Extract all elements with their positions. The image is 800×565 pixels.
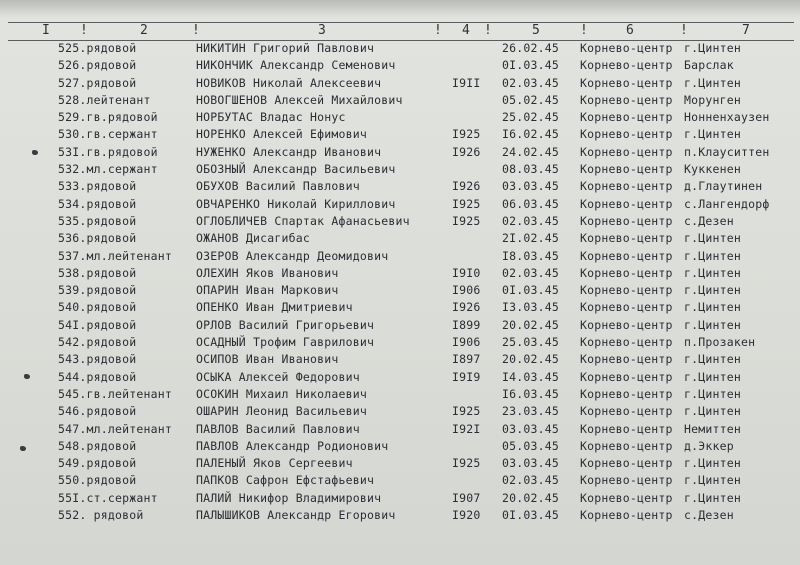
cell-location: Немиттен <box>684 421 741 436</box>
ink-mark <box>24 374 30 379</box>
cell-location: Куккенен <box>684 162 741 177</box>
cell-place: Корнево-центр <box>580 369 673 384</box>
cell-name: ПАВЛОВ Александр Родионович <box>196 438 389 453</box>
cell-rank: 53I.гв.рядовой <box>58 144 158 159</box>
cell-rank: 540.рядовой <box>58 300 137 315</box>
cell-date: 03.03.45 <box>502 179 559 194</box>
cell-date: 23.03.45 <box>502 404 559 419</box>
table-row <box>0 386 800 403</box>
cell-rank: 533.рядовой <box>58 179 137 194</box>
ink-mark <box>20 446 26 451</box>
table-row <box>0 40 800 57</box>
cell-date: I8.03.45 <box>502 248 559 263</box>
table-body <box>0 40 800 524</box>
table-row <box>0 507 800 524</box>
cell-rank: 529.гв.рядовой <box>58 110 158 125</box>
cell-year: I925 <box>452 213 481 228</box>
cell-name: ОБУХОВ Василий Павлович <box>196 179 360 194</box>
cell-location: г.Цинтен <box>684 127 741 142</box>
header-col-2: 2 <box>140 23 148 38</box>
cell-year: I92I <box>452 421 481 436</box>
cell-rank: 528.лейтенант <box>58 92 151 107</box>
cell-place: Корнево-центр <box>580 162 673 177</box>
cell-name: ОГЛОБЛИЧЕВ Спартак Афанасьевич <box>196 213 410 228</box>
cell-place: Корнево-центр <box>580 144 673 159</box>
cell-name: ОЛЕХИН Яков Иванович <box>196 265 339 280</box>
cell-date: 08.03.45 <box>502 162 559 177</box>
cell-location: г.Цинтен <box>684 404 741 419</box>
table-row <box>0 75 800 92</box>
header-sep-3: ! <box>434 23 442 38</box>
header-sep-6: ! <box>680 23 688 38</box>
cell-location: г.Цинтен <box>684 352 741 367</box>
cell-year: I907 <box>452 490 481 505</box>
cell-place: Корнево-центр <box>580 75 673 90</box>
cell-place: Корнево-центр <box>580 473 673 488</box>
ink-mark <box>32 150 38 155</box>
table-row <box>0 265 800 282</box>
table-row <box>0 196 800 213</box>
cell-date: 26.02.45 <box>502 41 559 55</box>
cell-year: I925 <box>452 456 481 471</box>
cell-date: I6.03.45 <box>502 386 559 401</box>
table-row <box>0 438 800 455</box>
cell-place: Корнево-центр <box>580 404 673 419</box>
cell-place: Корнево-центр <box>580 283 673 298</box>
cell-name: НОВОГШЕНОВ Алексей Михайлович <box>196 92 403 107</box>
table-row <box>0 144 800 161</box>
table-row <box>0 334 800 351</box>
cell-year: I926 <box>452 179 481 194</box>
cell-year: I906 <box>452 335 481 350</box>
cell-place: Корнево-центр <box>580 300 673 315</box>
cell-place: Корнево-центр <box>580 127 673 142</box>
cell-place: Корнево-центр <box>580 386 673 401</box>
table-row <box>0 92 800 109</box>
cell-year: I926 <box>452 144 481 159</box>
cell-rank: 539.рядовой <box>58 283 137 298</box>
header-rule-top <box>8 22 794 23</box>
cell-rank: 548.рядовой <box>58 438 137 453</box>
cell-date: 20.02.45 <box>502 490 559 505</box>
cell-rank: 535.рядовой <box>58 213 137 228</box>
cell-location: Морунген <box>684 92 741 107</box>
cell-date: I4.03.45 <box>502 369 559 384</box>
cell-rank: 545.гв.лейтенант <box>58 386 172 401</box>
cell-rank: 525.рядовой <box>58 41 137 55</box>
cell-place: Корнево-центр <box>580 352 673 367</box>
table-header <box>0 20 800 42</box>
cell-date: 05.02.45 <box>502 92 559 107</box>
cell-name: ПАЛЕНЫЙ Яков Сергеевич <box>196 456 353 471</box>
cell-year: I9I0 <box>452 265 481 280</box>
cell-place: Корнево-центр <box>580 490 673 505</box>
cell-place: Корнево-центр <box>580 317 673 332</box>
cell-date: 0I.03.45 <box>502 508 559 523</box>
cell-rank: 549.рядовой <box>58 456 137 471</box>
cell-place: Корнево-центр <box>580 179 673 194</box>
cell-year: I920 <box>452 508 481 523</box>
cell-rank: 530.гв.сержант <box>58 127 158 142</box>
table-row <box>0 317 800 334</box>
table-row <box>0 178 800 195</box>
cell-year: I9I9 <box>452 369 481 384</box>
cell-name: ОВЧАРЕНКО Николай Кириллович <box>196 196 396 211</box>
table-row <box>0 299 800 316</box>
cell-date: 05.03.45 <box>502 438 559 453</box>
header-sep-4: ! <box>484 23 492 38</box>
cell-rank: 55I.ст.сержант <box>58 490 158 505</box>
cell-date: 25.03.45 <box>502 335 559 350</box>
cell-name: ОПЕНКО Иван Дмитриевич <box>196 300 353 315</box>
cell-location: с.Лангендорф <box>684 196 770 211</box>
cell-date: 20.02.45 <box>502 317 559 332</box>
cell-location: Нонненхаузен <box>684 110 770 125</box>
scan-shadow <box>0 0 800 18</box>
cell-date: 02.03.45 <box>502 473 559 488</box>
table-row <box>0 421 800 438</box>
cell-name: НУЖЕНКО Александр Иванович <box>196 144 382 159</box>
table-row <box>0 403 800 420</box>
cell-name: ОСИПОВ Иван Иванович <box>196 352 339 367</box>
cell-rank: 552. рядовой <box>58 508 144 523</box>
cell-name: ОСЫКА Алексей Федорович <box>196 369 360 384</box>
cell-place: Корнево-центр <box>580 110 673 125</box>
cell-location: г.Цинтен <box>684 317 741 332</box>
cell-name: ПАПКОВ Сафрон Ефстафьевич <box>196 473 375 488</box>
table-row <box>0 472 800 489</box>
cell-name: ПАЛИЙ Никифор Владимирович <box>196 490 382 505</box>
table-row <box>0 455 800 472</box>
cell-rank: 527.рядовой <box>58 75 137 90</box>
cell-place: Корнево-центр <box>580 421 673 436</box>
cell-location: г.Цинтен <box>684 386 741 401</box>
cell-location: г.Цинтен <box>684 41 741 55</box>
cell-year: I926 <box>452 300 481 315</box>
cell-date: 0I.03.45 <box>502 58 559 73</box>
cell-year: I9II <box>452 75 481 90</box>
cell-location: г.Цинтен <box>684 75 741 90</box>
cell-date: 25.02.45 <box>502 110 559 125</box>
cell-year: I925 <box>452 404 481 419</box>
cell-rank: 546.рядовой <box>58 404 137 419</box>
cell-name: ОЗЕРОВ Александр Деомидович <box>196 248 389 263</box>
header-col-4: 4 <box>462 23 470 38</box>
cell-place: Корнево-центр <box>580 508 673 523</box>
cell-rank: 544.рядовой <box>58 369 137 384</box>
cell-name: ПАВЛОВ Василий Павлович <box>196 421 360 436</box>
table-row <box>0 282 800 299</box>
cell-date: I6.02.45 <box>502 127 559 142</box>
cell-place: Корнево-центр <box>580 335 673 350</box>
cell-location: г.Цинтен <box>684 265 741 280</box>
cell-name: НИКИТИН Григорий Павлович <box>196 41 375 55</box>
header-sep-1: ! <box>80 23 88 38</box>
table-row <box>0 126 800 143</box>
cell-year: I897 <box>452 352 481 367</box>
table-row <box>0 213 800 230</box>
cell-date: 02.03.45 <box>502 265 559 280</box>
cell-rank: 526.рядовой <box>58 58 137 73</box>
cell-rank: 538.рядовой <box>58 265 137 280</box>
cell-rank: 542.рядовой <box>58 335 137 350</box>
cell-name: НОВИКОВ Николай Алексеевич <box>196 75 382 90</box>
cell-date: 03.03.45 <box>502 456 559 471</box>
cell-rank: 547.мл.лейтенант <box>58 421 172 436</box>
cell-location: Барслак <box>684 58 734 73</box>
cell-date: 0I.03.45 <box>502 283 559 298</box>
cell-date: 06.03.45 <box>502 196 559 211</box>
cell-place: Корнево-центр <box>580 41 673 55</box>
cell-rank: 537.мл.лейтенант <box>58 248 172 263</box>
cell-location: д.Глаутинен <box>684 179 763 194</box>
cell-name: НИКОНЧИК Александр Семенович <box>196 58 396 73</box>
table-row <box>0 369 800 386</box>
cell-place: Корнево-центр <box>580 231 673 246</box>
cell-date: 20.02.45 <box>502 352 559 367</box>
cell-name: ОПАРИН Иван Маркович <box>196 283 339 298</box>
table-row <box>0 248 800 265</box>
cell-location: г.Цинтен <box>684 300 741 315</box>
table-row <box>0 490 800 507</box>
cell-location: с.Дезен <box>684 213 734 228</box>
cell-place: Корнево-центр <box>580 58 673 73</box>
cell-date: 03.03.45 <box>502 421 559 436</box>
cell-location: г.Цинтен <box>684 473 741 488</box>
cell-name: НОРБУТАС Владас Нонус <box>196 110 346 125</box>
cell-rank: 54I.рядовой <box>58 317 137 332</box>
cell-place: Корнево-центр <box>580 265 673 280</box>
cell-place: Корнево-центр <box>580 196 673 211</box>
cell-date: 02.03.45 <box>502 75 559 90</box>
header-col-3: 3 <box>318 23 326 38</box>
table-row <box>0 230 800 247</box>
table-row <box>0 351 800 368</box>
cell-location: г.Цинтен <box>684 283 741 298</box>
cell-name: ОРЛОВ Василий Григорьевич <box>196 317 375 332</box>
cell-location: д.Эккер <box>684 438 734 453</box>
cell-place: Корнево-центр <box>580 213 673 228</box>
cell-name: ОСАДНЫЙ Трофим Гаврилович <box>196 335 375 350</box>
cell-year: I925 <box>452 127 481 142</box>
cell-location: г.Цинтен <box>684 369 741 384</box>
header-sep-2: ! <box>192 23 200 38</box>
cell-name: ОШАРИН Леонид Васильевич <box>196 404 367 419</box>
cell-location: с.Дезен <box>684 508 734 523</box>
header-col-5: 5 <box>532 23 540 38</box>
header-col-1: I <box>42 23 50 38</box>
header-sep-5: ! <box>580 23 588 38</box>
cell-rank: 543.рядовой <box>58 352 137 367</box>
cell-rank: 532.мл.сержант <box>58 162 158 177</box>
cell-location: г.Цинтен <box>684 248 741 263</box>
cell-rank: 550.рядовой <box>58 473 137 488</box>
cell-location: г.Цинтен <box>684 231 741 246</box>
cell-name: ОСОКИН Михаил Николаевич <box>196 386 367 401</box>
cell-location: п.Клауситтен <box>684 144 770 159</box>
header-col-7: 7 <box>742 23 750 38</box>
cell-location: п.Прозакен <box>684 335 756 350</box>
cell-date: 02.03.45 <box>502 213 559 228</box>
cell-name: ОБОЗНЫЙ Александр Васильевич <box>196 162 396 177</box>
cell-location: г.Цинтен <box>684 490 741 505</box>
table-row <box>0 161 800 178</box>
cell-place: Корнево-центр <box>580 456 673 471</box>
cell-name: НОРЕНКО Алексей Ефимович <box>196 127 367 142</box>
cell-year: I925 <box>452 196 481 211</box>
cell-year: I899 <box>452 317 481 332</box>
header-col-6: 6 <box>626 23 634 38</box>
cell-place: Корнево-центр <box>580 248 673 263</box>
cell-date: 24.02.45 <box>502 144 559 159</box>
cell-place: Корнево-центр <box>580 438 673 453</box>
table-row <box>0 57 800 74</box>
cell-place: Корнево-центр <box>580 92 673 107</box>
cell-name: ПАЛЫШИКОВ Александр Егорович <box>196 508 396 523</box>
cell-rank: 534.рядовой <box>58 196 137 211</box>
cell-year: I906 <box>452 283 481 298</box>
cell-name: ОЖАНОВ Дисагибас <box>196 231 310 246</box>
cell-date: I3.03.45 <box>502 300 559 315</box>
cell-date: 2I.02.45 <box>502 231 559 246</box>
cell-location: г.Цинтен <box>684 456 741 471</box>
cell-rank: 536.рядовой <box>58 231 137 246</box>
table-row <box>0 109 800 126</box>
